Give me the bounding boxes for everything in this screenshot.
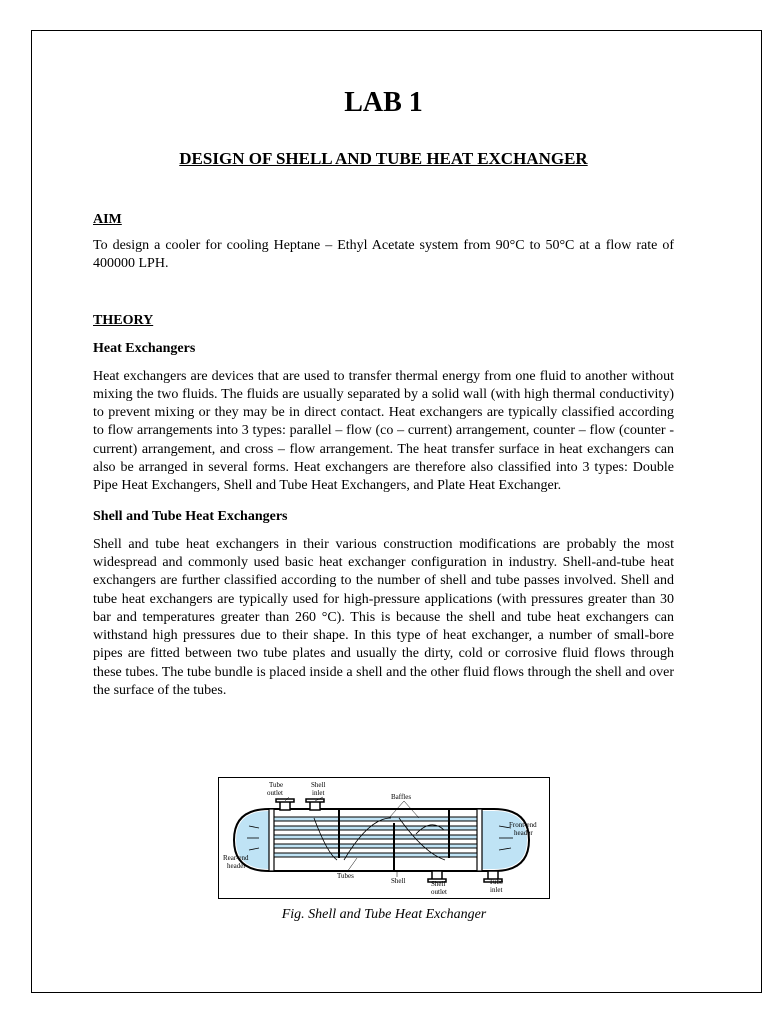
label-rear-end-1: Rear-end [223,854,249,862]
shell-tube-heading: Shell and Tube Heat Exchangers [93,508,288,524]
label-tube-outlet-2: outlet [267,789,283,797]
label-shell-outlet-2: outlet [431,888,447,896]
label-tube-inlet-1: Tube [489,878,504,886]
heat-exchanger-diagram [219,778,549,898]
document-title: DESIGN OF SHELL AND TUBE HEAT EXCHANGER [179,149,588,168]
label-shell-inlet-2: inlet [312,789,325,797]
label-shell: Shell [391,877,406,885]
label-shell-outlet-1: Shell [431,880,446,888]
heat-exchangers-heading: Heat Exchangers [93,340,196,356]
label-front-end-1: Front-end [509,821,537,829]
rear-tube-sheet [269,809,274,871]
figure-caption: Fig. Shell and Tube Heat Exchanger [281,907,487,922]
front-header-fluid [481,811,527,869]
shell-tube-text: Shell and tube heat exchangers in their various construction modifications are probably the most widespread and commonly used basic heat exchanger configuration in industry. Shell-and-tube heat exchangers are further classified according to the number of shell and tube passes involved. Shell and tube heat exchangers are typically used for high-pressure applications (with pressures greater than 30 bar and temperatures greater than 260 °C). This is because the shell and tube heat exchangers can withstand high pressures due to their shape. In this type of heat exchanger, a number of small-bore pipes are fitted between two tube plates and usually the dirty, cold or corrosive fluid flows through these tubes. The tube bundle is placed inside a shell and the other fluid flows through the shell and over the surface of the tubes. [93,536,674,699]
label-rear-end-2: header [227,862,246,870]
heat-exchangers-text: Heat exchangers are devices that are used to transfer thermal energy from one fluid to another without mixing the two fluids. The fluids are usually separated by a solid wall (with high thermal conductivity) to prevent mixing or they may be in direct contact. Heat exchangers are typically classified according to flow arrangements into 3 types: parallel – flow (co – current) arrangement, counter – flow (counter - current) arrangement, and cross – flow arrangement. The heat transfer surface in heat exchangers can also be arranged in several forms. Heat exchangers are therefore also classified into 3 types: Double Pipe Heat Exchangers, Shell and Tube Heat Exchangers, and Plate Heat Exchanger. [93,368,674,494]
label-tube-inlet-2: inlet [490,886,503,894]
aim-text: To design a cooler for cooling Heptane – Ethyl Acetate system from 90°C to 50°C at a flow rate of 400000 LPH. [93,238,674,272]
label-tubes: Tubes [337,872,354,880]
label-tube-outlet-1: Tube [269,781,284,789]
label-front-end-2: header [514,829,533,837]
theory-heading: THEORY [93,312,154,328]
aim-heading: AIM [93,212,122,227]
front-tube-sheet [477,809,482,871]
label-baffles: Baffles [391,793,412,801]
document-body [93,83,674,700]
lab-title: LAB 1 [344,87,423,118]
heat-exchanger-figure [218,777,550,899]
label-shell-inlet-1: Shell [311,781,326,789]
